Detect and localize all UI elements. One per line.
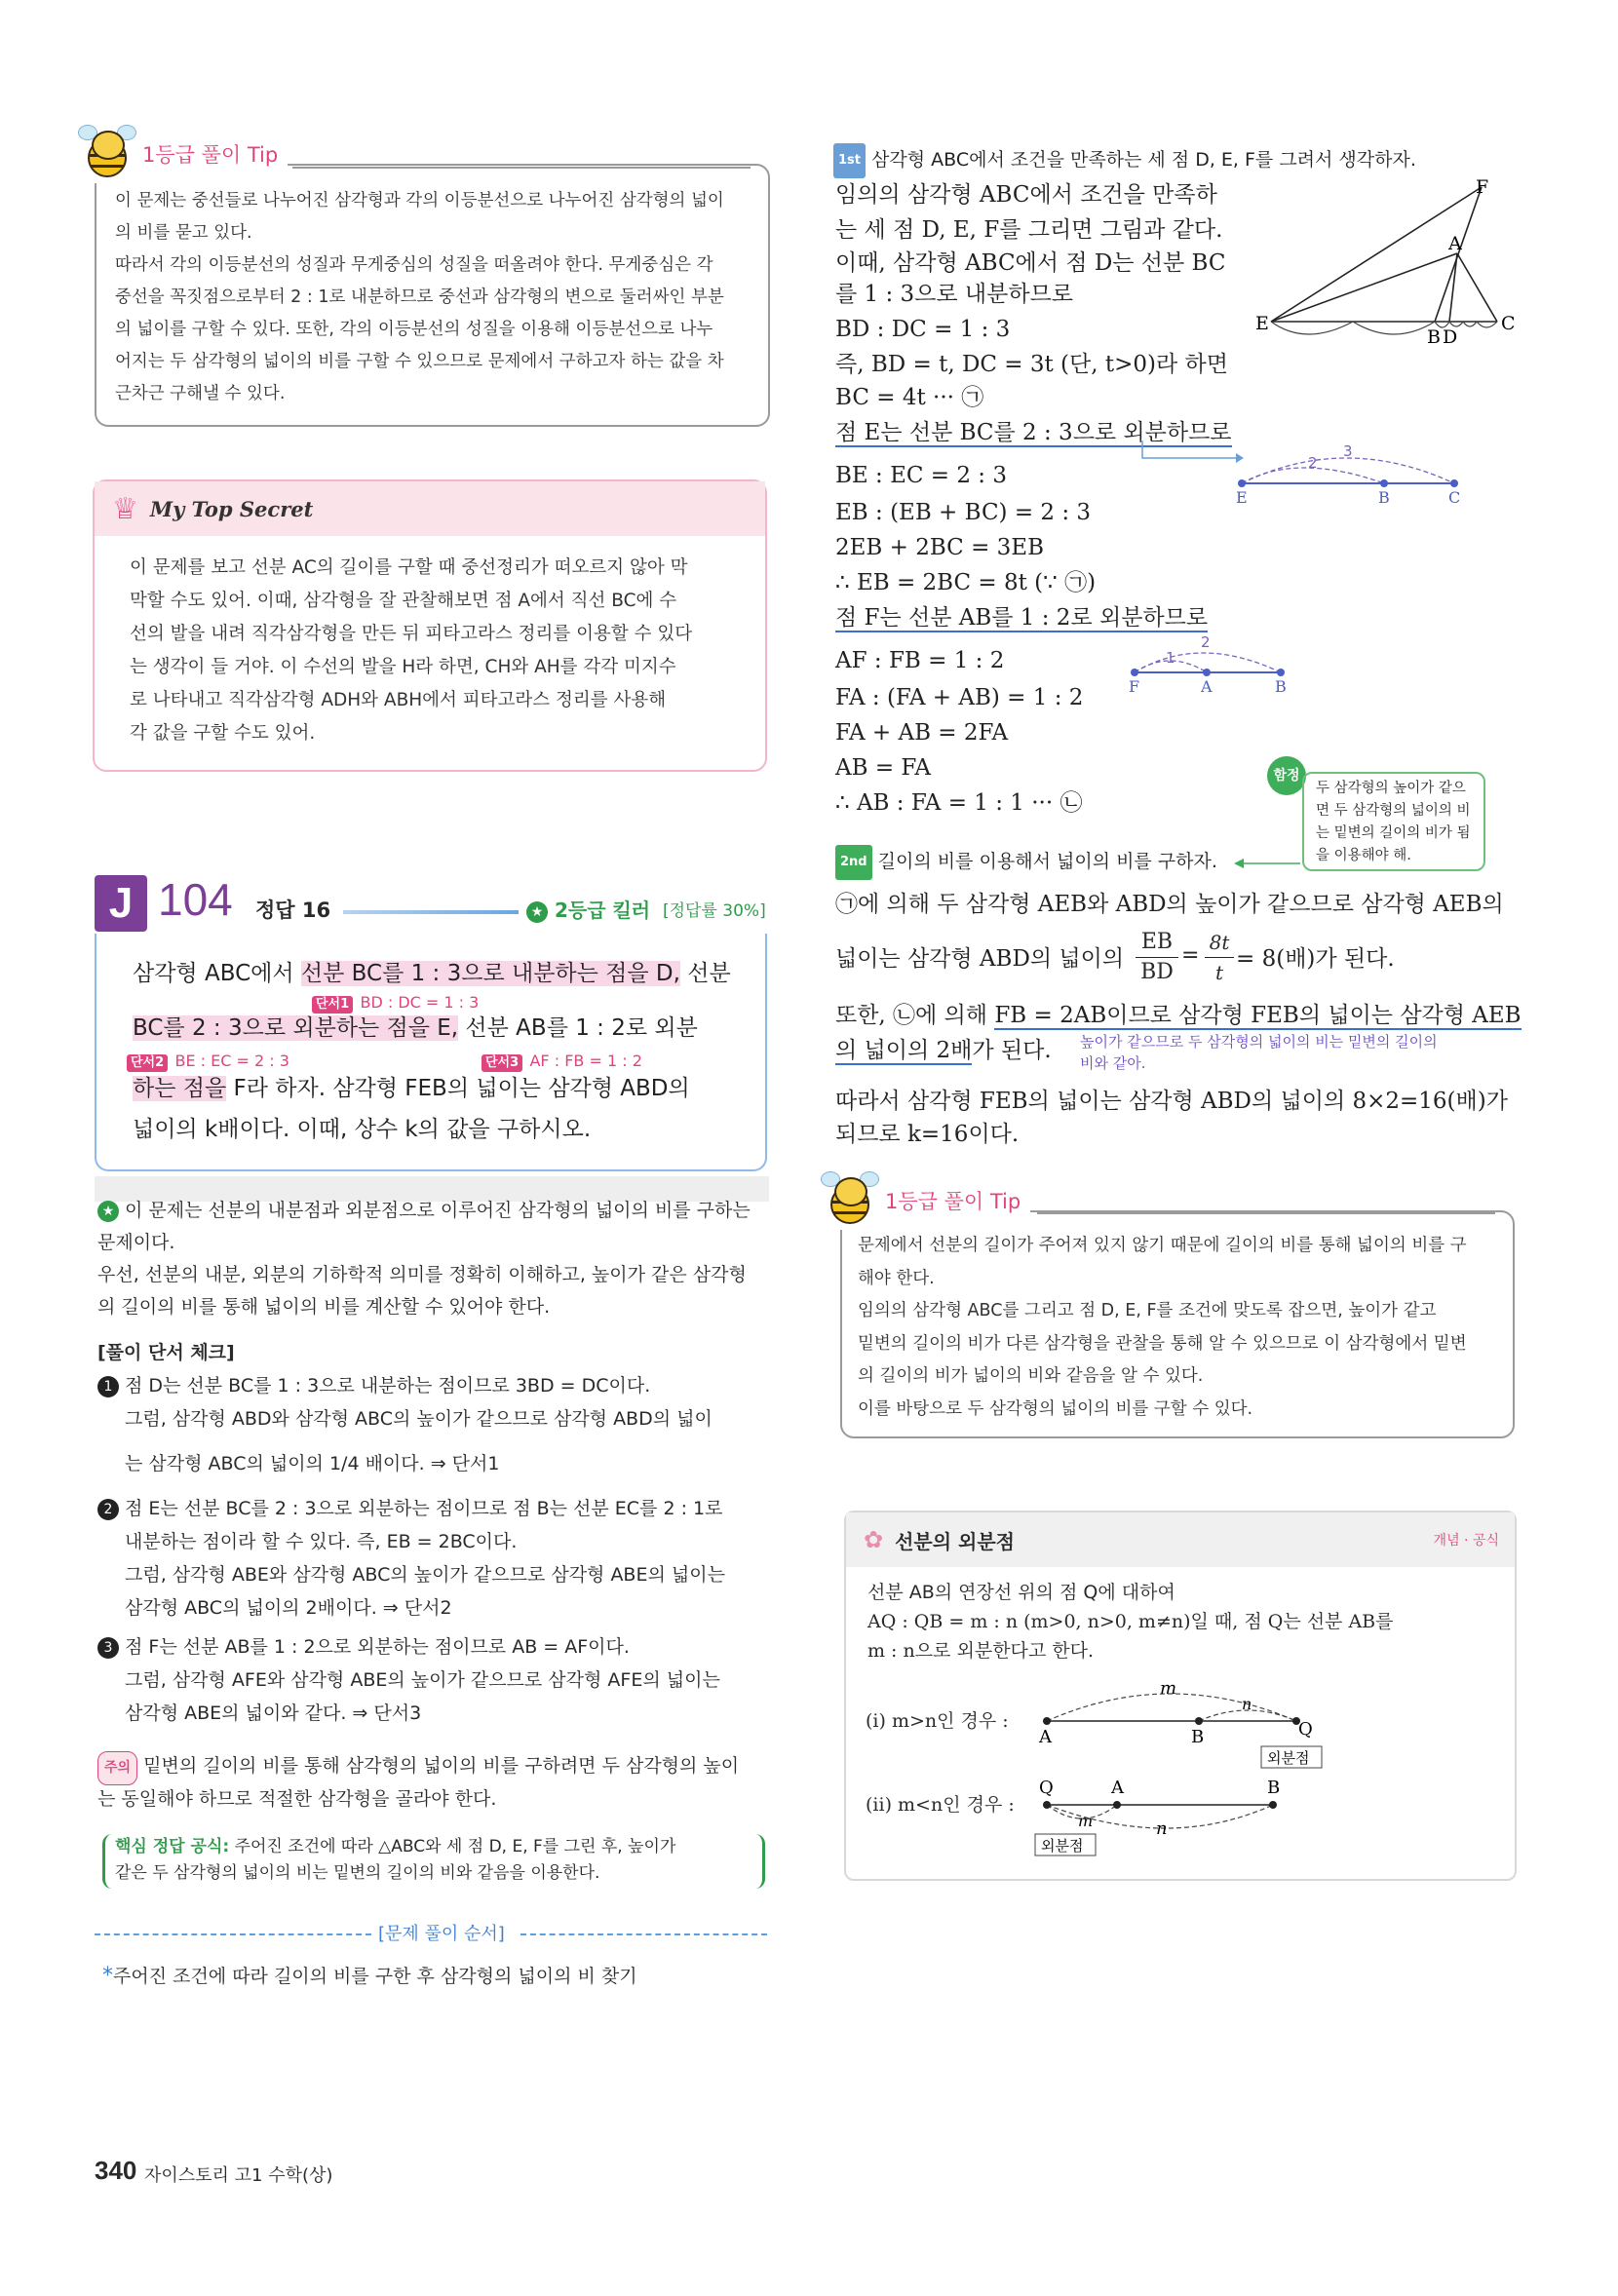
killer-label: ★ 2등급 킬러 [526,895,650,923]
problem-tag-3: 단서3 AF : FB = 1 : 2 [482,1047,642,1072]
step-1: 는 삼각형 ABC의 넓이의 1/4 배이다. ⇒ 단서1 [125,1453,500,1474]
solution-line: BD : DC = 1 : 3 [835,317,1011,342]
solution-line: ㉠에 의해 두 삼각형 AEB와 ABD의 높이가 같으므로 삼각형 AEB의 [835,892,1504,917]
problem-number: 104 [158,874,233,925]
star-icon: ★ [97,1201,119,1222]
solution-line: 는 세 점 D, E, F를 그리면 그림과 같다. [835,217,1223,243]
divider [292,167,751,169]
problem-line-4: 넓이의 k배이다. 이때, 상수 k의 값을 구하시오. [133,1117,592,1142]
order-text: *주어진 조건에 따라 길이의 비를 구한 후 삼각형의 넓이의 비 찾기 [102,1964,637,1988]
secret-text: 이 문제를 보고 선분 AC의 길이를 구할 때 중선정리가 떠오르지 않아 막 막할 수도 있어. 이때, 삼각형을 잘 관찰해보면 점 A에서 직선 BC에 수 선의 발을 내려 직각삼각형을 만든 뒤 피타고라스 정리를 이용할 수 있다 는 생각이 들 거야. 이 수선의 발을 H라 하면, CH와 AH를 각각 미지수 로 나타내고 직각삼각형 ADH와 ABH에서 피타고라스 정리를 사용해 각 값을 구할 수도 있어. [130,557,693,744]
label-m: m [1078,1812,1094,1830]
check-title: [풀이 단서 체크] [97,1342,235,1363]
definition-tag: 개념 · 공식 [1433,1533,1499,1549]
solution-line: 이때, 삼각형 ABC에서 점 D는 선분 BC [835,250,1226,276]
book-title: 자이스토리 고1 수학(상) [144,2165,333,2186]
problem-badge: J [95,875,147,932]
definition-title: 선분의 외분점 [895,1529,1015,1553]
label-B: B [1378,488,1390,507]
fraction: 8t t [1205,928,1234,987]
tip-title: 1등급 풀이 Tip [142,143,279,167]
problem-line-3: 하는 점을 F라 하자. 삼각형 FEB의 넓이는 삼각형 ABD의 [133,1076,690,1101]
tip-title: 1등급 풀이 Tip [885,1190,1021,1213]
solution-line: 점 F는 선분 AB를 1 : 2로 외분하므로 [835,605,1209,631]
correct-rate: [정답률 30%] [663,901,766,921]
tip-header-2 [819,1171,1030,1230]
solution-line: AF : FB = 1 : 2 [835,648,1005,673]
solution-line: ∴ EB = 2BC = 8t (∵ ㉠) [835,570,1097,595]
solution-line: 2EB + 2BC = 3EB [835,535,1044,560]
solution-line: EB : (EB + BC) = 2 : 3 [835,500,1092,525]
secret-header [95,481,765,536]
solution-line: FA : (FA + AB) = 1 : 2 [835,685,1084,710]
caution-badge: 주의 [97,1751,137,1785]
label-B: B [1275,677,1287,696]
problem-tag-2: 단서2 BE : EC = 2 : 3 [127,1047,289,1072]
label-n: n [1242,1695,1252,1713]
label-2: 2 [1308,454,1318,472]
label-A: A [1448,233,1462,254]
triangle-figure [1257,175,1521,370]
star-icon: ★ [526,901,548,923]
secret-box [93,479,767,772]
label-C: C [1448,488,1461,507]
divider [95,1933,371,1935]
solution-line: 따라서 삼각형 FEB의 넓이는 삼각형 ABD의 넓이의 8×2=16(배)가 [835,1089,1508,1114]
flower-icon: ✿ [864,1526,884,1553]
step-3: 그럼, 삼각형 AFE와 삼각형 ABE의 높이가 같으므로 삼각형 AFE의 넓이는 [125,1669,720,1691]
number-icon: 1 [97,1376,119,1397]
label-D: D [1443,326,1458,348]
bee-icon [76,125,138,183]
segment-ebc-figure [1228,439,1482,507]
label-1: 1 [1166,649,1175,667]
crown-icon: ♕ [112,491,138,526]
label-B: B [1427,326,1441,348]
intro-line: 의 길이의 비를 통해 넓이의 비를 계산할 수 있어야 한다. [97,1296,551,1318]
case-label: (ii) m<n인 경우 : [866,1794,1015,1816]
case1-figure [1033,1676,1326,1774]
step-2: 내분하는 점이라 할 수 있다. 즉, EB = 2BC이다. [125,1531,518,1552]
solution-line: AB = FA [835,755,931,781]
solution-line: ∴ AB : FA = 1 : 1 ··· ㉡ [835,790,1083,816]
definition-line: m : n으로 외분한다고 한다. [867,1640,1095,1662]
label-2: 2 [1201,633,1211,651]
solution-line: 즉, BD = t, DC = 3t (단, t>0)라 하면 [835,352,1228,377]
case2-figure [1033,1774,1326,1861]
order-title: [문제 풀이 순서] [378,1924,505,1944]
problem-answer: 정답 16 [255,899,331,922]
solution-line: FA + AB = 2FA [835,720,1009,746]
divider [1037,1212,1495,1214]
core-formula-box: 핵심 정답 공식: 주어진 조건에 따라 △ABC와 세 점 D, E, F를 그린 후, 높이가 같은 두 삼각형의 넓이의 비는 밑변의 길이의 비와 같음을 이용한다. [102,1834,765,1889]
label-F: F [1476,176,1489,198]
intro-line: 우선, 선분의 내분, 외분의 기하학적 의미를 정확히 이해하고, 높이가 같은 삼각형 [97,1264,747,1285]
arrow-icon [1230,856,1300,871]
label-Q: Q [1039,1778,1054,1798]
equals: = [1181,943,1200,968]
solution-line: 를 1 : 3으로 내분하므로 [835,282,1074,307]
trap-badge: 함정 [1267,756,1306,795]
number-icon: 3 [97,1637,119,1659]
case-label: (i) m>n인 경우 : [866,1710,1009,1732]
bee-icon [819,1171,881,1230]
step-2: 2 점 E는 선분 BC를 2 : 3으로 외분하는 점이므로 점 B는 선분 EC를 2 : 1로 [97,1493,722,1525]
solution-line: 또한, ㉡에 의해 FB = 2AB이므로 삼각형 FEB의 넓이는 삼각형 AEB [835,1003,1522,1028]
ext-label: 외분점 [1041,1837,1084,1855]
number-icon: 2 [97,1499,119,1520]
solution-line: BE : EC = 2 : 3 [835,463,1007,488]
label-E: E [1236,488,1248,507]
intro-line: 문제이다. [97,1232,175,1253]
problem-line-1: 삼각형 ABC에서 선분 BC를 1 : 3으로 내분하는 점을 D, 선분 [133,961,731,986]
caution-line: 주의 밑변의 길이의 비를 통해 삼각형의 넓이의 비를 구하려면 두 삼각형의 높이 [97,1750,739,1785]
secret-title: My Top Secret [149,496,314,521]
tip-header-1 [76,125,288,183]
label-m: m [1160,1678,1177,1699]
definition-header [846,1512,1515,1567]
solution-line: BC = 4t ··· ㉠ [835,385,984,410]
definition-line: AQ : QB = m : n (m>0, n>0, m≠n)일 때, 점 Q는 선분 AB를 [867,1611,1394,1632]
label-B: B [1267,1778,1281,1798]
fraction: EB BD [1136,928,1178,987]
label-3: 3 [1343,442,1353,460]
tip-text: 이 문제는 중선들로 나누어진 삼각형과 각의 이등분선으로 나누어진 삼각형의 넓이 의 비를 묻고 있다. 따라서 각의 이등분선의 성질과 무게중심의 성질을 떠올려야 한다. 무게중심은 각 중선을 꼭짓점으로부터 2 : 1로 내분하므로 중선과 삼각형의 변으로 둘러싸인 부분 의 넓이를 구할 수 있다. 또한, 각의 이등분선의 성질을 이용해 이등분선으로 나누 어지는 두 삼각형의 넓이의 비를 구할 수 있으므로 문제에서 구하고자 하는 값을 차 근차근 구해낼 수 있다. [115,191,724,403]
solution-line: 넓이는 삼각형 ABD의 넓이의 [835,946,1125,972]
tip-text: 문제에서 선분의 길이가 주어져 있지 않기 때문에 길이의 비를 통해 넓이의 비를 구 해야 한다. 임의의 삼각형 ABC를 그리고 점 D, E, F를 조건에 맞도록 잡으면, 높이가 같고 밑변의 길이의 비가 다른 삼각형을 관찰을 통해 알 수 있으므로 이 삼각형에서 밑변 의 길이의 비가 넓이의 비와 같음을 알 수 있다. 이를 바탕으로 두 삼각형의 넓이의 비를 구할 수 있다. [858,1236,1467,1419]
divider [343,910,519,914]
step-1: 그럼, 삼각형 ABD와 삼각형 ABC의 높이가 같으므로 삼각형 ABD의 넓이 [125,1408,713,1430]
label-A: A [1039,1727,1052,1747]
label-n: n [1156,1818,1168,1839]
step-2: 그럼, 삼각형 ABE와 삼각형 ABC의 높이가 같으므로 삼각형 ABE의 넓이는 [125,1564,725,1586]
problem-line-2: BC를 2 : 3으로 외분하는 점을 E, 선분 AB를 1 : 2로 외분 [133,1015,698,1041]
label-F: F [1129,677,1140,696]
step-badge: 2nd [835,845,872,880]
solution-line: 의 넓이의 2배가 된다. [835,1038,1052,1063]
step-2: 삼각형 ABC의 넓이의 2배이다. ⇒ 단서2 [125,1597,452,1619]
definition-line: 선분 AB의 연장선 위의 점 Q에 대하여 [867,1582,1175,1603]
step2-title: 2nd 길이의 비를 이용해서 넓이의 비를 구하자. [835,844,1217,880]
label-E: E [1255,313,1269,334]
divider [520,1933,767,1935]
segment-fab-figure [1121,633,1296,702]
side-note: 높이가 같으므로 두 삼각형의 넓이의 비는 밑변의 길이의 비와 같아. [1080,1033,1438,1072]
intro-line: ★ 이 문제는 선분의 내분점과 외분점으로 이루어진 삼각형의 넓이의 비를 구하는 [97,1195,751,1227]
caution-line: 는 동일해야 하므로 적절한 삼각형을 골라야 한다. [97,1788,497,1810]
page-number: 340 [95,2156,137,2185]
trap-note: 두 삼각형의 높이가 같으 면 두 삼각형의 넓이의 비 는 밑변의 길이의 비가 됨 을 이용해야 해. [1302,772,1485,871]
label-B: B [1191,1727,1205,1747]
step-3: 삼각형 ABE의 넓이와 같다. ⇒ 단서3 [125,1703,422,1724]
label-A: A [1111,1778,1124,1798]
label-A: A [1201,677,1213,696]
step-badge: 1st [833,143,866,178]
solution-line: 임의의 삼각형 ABC에서 조건을 만족하 [835,182,1217,208]
solution-line: 점 E는 선분 BC를 2 : 3으로 외분하므로 [835,420,1232,445]
asterisk-icon: * [102,1964,113,1988]
solution-line: 되므로 k=16이다. [835,1122,1020,1147]
ext-label: 외분점 [1267,1749,1310,1767]
label-C: C [1501,313,1516,334]
step-3: 3 점 F는 선분 AB를 1 : 2으로 외분하는 점이므로 AB = AF이다. [97,1631,630,1664]
solution-line: = 8(배)가 된다. [1236,946,1395,972]
label-Q: Q [1298,1719,1313,1740]
problem-tag-1: 단서1 BD : DC = 1 : 3 [312,988,479,1014]
step-1: 1 점 D는 선분 BC를 1 : 3으로 내분하는 점이므로 3BD = DC이다. [97,1370,650,1402]
step1-title: 1st 삼각형 ABC에서 조건을 만족하는 세 점 D, E, F를 그려서 생각하자. [833,142,1416,178]
